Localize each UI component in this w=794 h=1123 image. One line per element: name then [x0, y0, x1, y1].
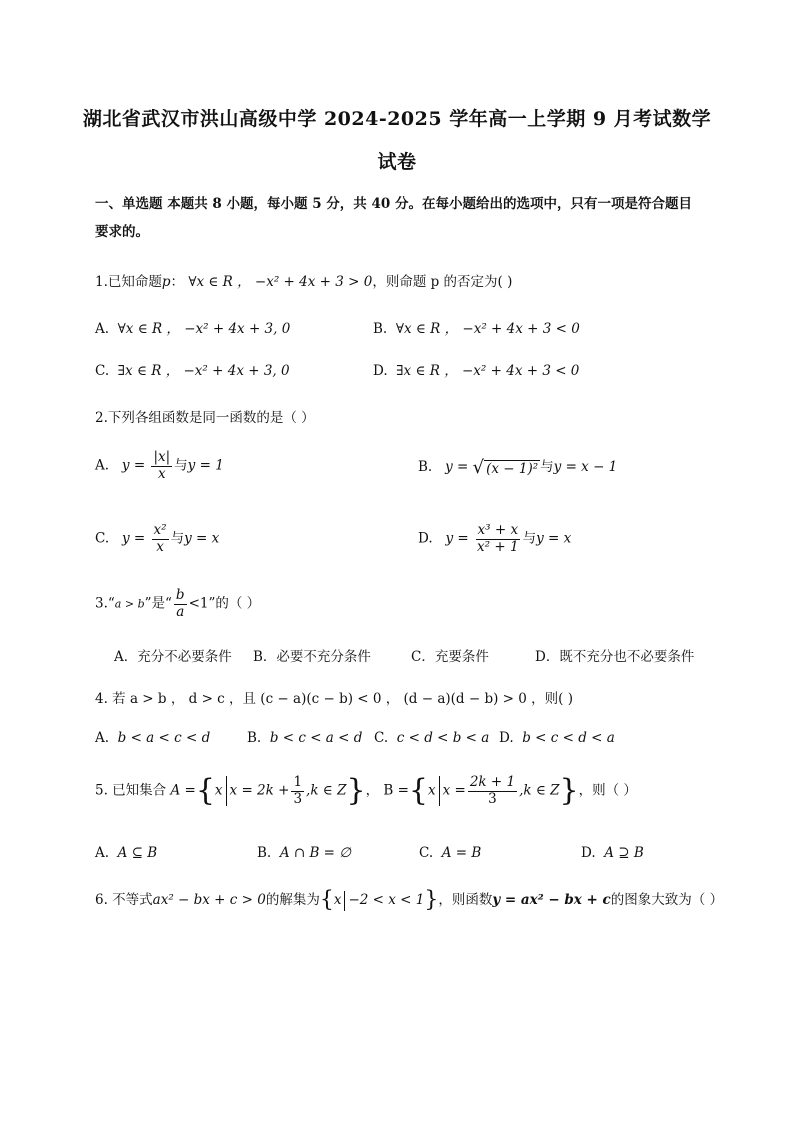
q5-set-a-body: x = 2k + [229, 782, 290, 799]
q5-option-d [581, 845, 644, 861]
q6-function: y = ax² − bx + c [492, 892, 611, 908]
q1-option-a-text: ∀x ∈ R ， −x² + 4x + 3, 0 [117, 321, 291, 337]
q3-denominator: a [176, 603, 185, 620]
q6-middle: 的解集为 [265, 892, 320, 908]
q5-option-a-label: A. [95, 845, 110, 861]
q5-set-a-fraction [291, 775, 304, 807]
q5-prefix: 5. 已知集合 [95, 782, 171, 799]
q5-option-b [257, 845, 351, 861]
q6-set-var: x [333, 892, 342, 908]
q1-suffix: ，则命题 p 的否定为( ) [372, 274, 513, 290]
exam-title-line1: 湖北省武汉市洪山高级中学 2024-2025 学年高一上学期 9 月考试数学 [82, 108, 712, 130]
q5-set-b-var: x [427, 782, 436, 799]
q5-set-a-close-brace: } [346, 773, 366, 809]
q2-option-a [95, 450, 224, 482]
question-6-stem [95, 888, 723, 912]
q3-middle: ”是“ [144, 595, 172, 612]
q2-option-d-lhs: y = [445, 530, 469, 547]
q5-set-b-body: x = [442, 782, 466, 799]
q1-option-d-label: D. [373, 363, 388, 379]
q2-option-a-numerator: |x| [153, 449, 171, 465]
q5-set-b-denominator: 3 [488, 790, 497, 807]
q4-option-b [247, 730, 362, 746]
q2-option-b-label: B. [418, 459, 433, 475]
q2-option-d-fraction [475, 523, 521, 555]
q2-option-b-radicand: (x − 1)² [486, 461, 539, 477]
q2-option-d-and: 与 [522, 530, 537, 547]
q1-option-c-text: ∃x ∈ R ， −x² + 4x + 3, 0 [117, 363, 290, 379]
question-1-stem [95, 270, 512, 290]
q3-less-than: <1 [188, 595, 209, 612]
q5-set-a-tail: ,k ∈ Z [306, 782, 347, 799]
q3-prefix: 3.“ [95, 595, 115, 612]
q5-option-b-label: B. [257, 845, 272, 861]
q4-option-d-label: D. [499, 730, 514, 746]
q1-option-b-text: ∀x ∈ R ， −x² + 4x + 3 < 0 [395, 321, 580, 337]
q1-option-b-label: B. [373, 321, 388, 337]
q2-option-d-denominator: x² + 1 [477, 538, 519, 555]
q2-option-c-and: 与 [170, 530, 185, 547]
q6-prefix: 6. 不等式 [95, 892, 153, 908]
q5-set-a-bar [226, 776, 227, 806]
q3-suffix: ”的（ ） [208, 595, 261, 612]
q5-set-a-denominator: 3 [293, 790, 303, 807]
q1-option-c [95, 359, 290, 379]
q2-option-b-radical: √ (x − 1)² [472, 457, 539, 478]
q5-set-b-bar [439, 776, 440, 806]
q4-option-c [374, 730, 489, 746]
q3-option-d: D．既不充分也不必要条件 [535, 649, 695, 665]
q5-option-a-text: A ⊆ B [117, 845, 158, 861]
q5-suffix: ，则（ ） [578, 782, 637, 799]
q5-set-b-lhs: ， B = [365, 782, 409, 799]
q4-option-c-label: C. [374, 730, 389, 746]
q2-option-d-rhs: y = x [536, 530, 572, 547]
q2-option-c [95, 523, 219, 555]
q2-option-c-denominator: x [156, 538, 164, 555]
q2-option-c-rhs: y = x [184, 530, 220, 547]
q6-suffix: 的图象大致为（ ） [610, 892, 724, 908]
q5-set-a-lhs: A = [170, 782, 196, 799]
q2-option-c-lhs: y = [122, 530, 146, 547]
q2-option-a-fraction [151, 450, 172, 482]
q5-option-d-text: A ⊇ B [604, 845, 644, 861]
q5-option-c-text: A = B [441, 845, 482, 861]
section-heading-line2: 要求的。 [95, 224, 149, 240]
q4-option-d [499, 730, 615, 746]
q1-option-d-text: ∃x ∈ R ， −x² + 4x + 3 < 0 [396, 363, 580, 379]
q5-set-b-fraction [468, 775, 517, 807]
q4-option-b-text: b < c < a < d [269, 730, 363, 746]
q4-option-a-label: A. [95, 730, 110, 746]
q4-option-a-text: b < a < c < d [117, 730, 211, 746]
question-3-stem [95, 588, 260, 620]
q1-option-a [95, 317, 290, 337]
q1-colon: ： [170, 274, 185, 290]
q2-option-b-lhs: y = [445, 459, 469, 475]
q5-set-b-tail: ,k ∈ Z [519, 782, 560, 799]
q1-option-c-label: C. [95, 363, 110, 379]
q3-fraction [174, 588, 187, 620]
question-4-stem: 4. 若 a > b ， d > c ，且 (c − a)(c − b) < 0 ， (d − a)(d − b) > 0 ，则( ) [95, 691, 573, 707]
q5-set-b-numerator: 2k + 1 [469, 774, 516, 790]
q2-option-c-numerator: x² [153, 522, 167, 538]
q6-close-brace: } [424, 887, 439, 913]
section-heading [95, 190, 705, 246]
q2-option-a-label: A. [95, 457, 110, 474]
q1-statement: ∀x ∈ R ， −x² + 4x + 3 > 0 [188, 274, 373, 290]
q1-option-a-label: A. [95, 321, 110, 337]
q2-option-a-denominator: x [158, 465, 166, 482]
q6-set-bar [344, 891, 345, 911]
q4-option-a [95, 730, 210, 746]
q5-option-c-label: C. [419, 845, 434, 861]
q4-option-b-label: B. [247, 730, 262, 746]
question-2-stem: 2.下列各组函数是同一函数的是（ ） [95, 410, 315, 426]
q4-option-c-text: c < d < b < a [396, 730, 490, 746]
q2-option-d-label: D. [418, 530, 433, 547]
q5-set-b-open-brace: { [408, 773, 428, 809]
q6-middle-2: ，则函数 [438, 892, 493, 908]
q3-option-c: C．充要条件 [411, 649, 489, 665]
q1-p: p [161, 274, 171, 290]
q5-set-b-close-brace: } [559, 773, 579, 809]
q2-option-b-and: 与 [540, 459, 554, 475]
q6-inequality: ax² − bx + c > 0 [152, 892, 266, 908]
q2-option-a-and: 与 [174, 457, 188, 474]
q1-option-b [373, 317, 580, 337]
q5-option-d-label: D. [581, 845, 596, 861]
q3-option-b: B．必要不充分条件 [253, 649, 371, 665]
q5-set-a-open-brace: { [195, 773, 215, 809]
q5-set-a-var: x [214, 782, 223, 799]
q2-option-b [418, 455, 617, 478]
q3-numerator: b [175, 587, 185, 603]
q2-option-a-lhs: y = [121, 457, 146, 474]
q5-option-a [95, 845, 157, 861]
q6-open-brace: { [319, 887, 334, 913]
q3-condition: a > b [114, 597, 145, 611]
q2-option-b-rhs: y = x − 1 [553, 459, 618, 475]
exam-title-line2: 试卷 [377, 151, 417, 173]
q2-option-d [418, 523, 571, 555]
q1-option-d [373, 359, 579, 379]
q2-option-d-numerator: x³ + x [477, 522, 519, 538]
q4-option-d-text: b < c < d < a [522, 730, 615, 746]
q2-option-c-label: C. [95, 530, 110, 547]
q3-option-a: A．充分不必要条件 [114, 649, 232, 665]
question-5-stem [95, 775, 637, 807]
q5-option-c [419, 845, 481, 861]
q5-option-b-text: A ∩ B = ∅ [279, 845, 352, 861]
section-heading-line1: 一、单选题 本题共 8 小题，每小题 5 分，共 40 分。在每小题给出的选项中，只有一项是符合题目 [95, 196, 692, 212]
q6-set-condition: −2 < x < 1 [348, 892, 425, 908]
q5-set-a-numerator: 1 [293, 774, 303, 790]
q1-prefix: 1.已知命题 [95, 274, 162, 290]
q2-option-a-rhs: y = 1 [187, 457, 224, 474]
q2-option-c-fraction [152, 523, 169, 555]
